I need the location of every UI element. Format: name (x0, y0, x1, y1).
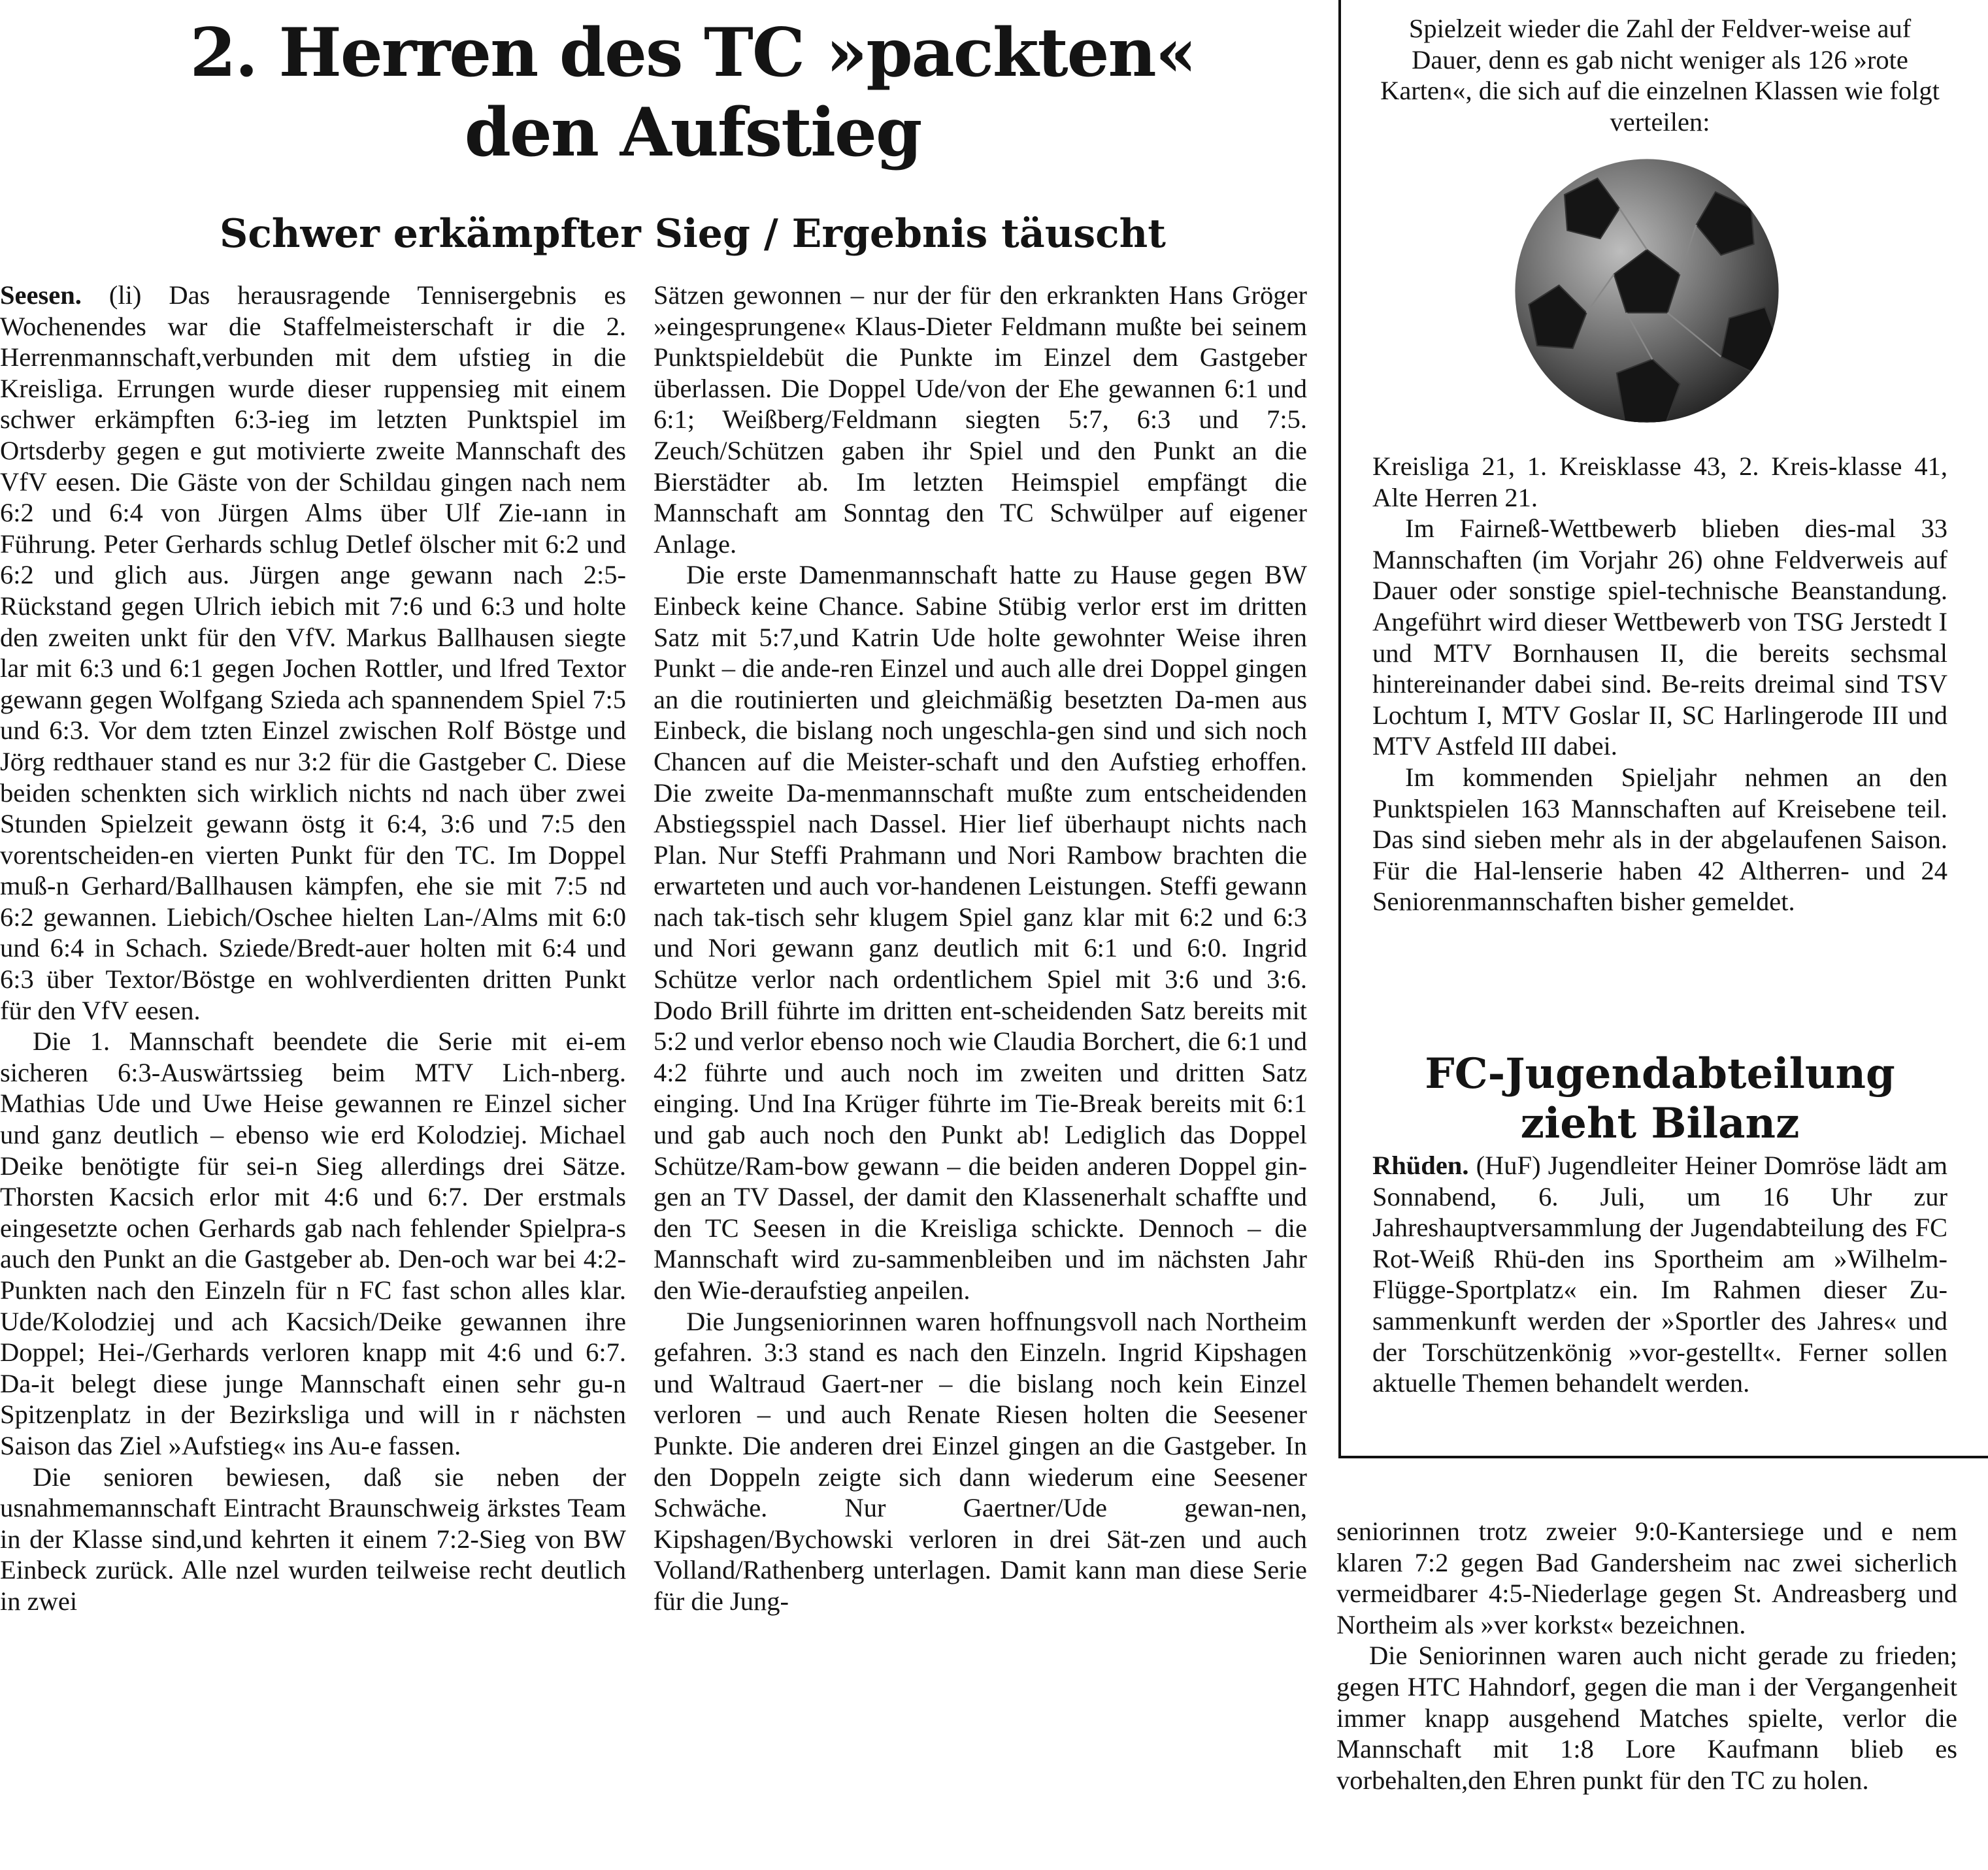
paragraph: Im kommenden Spieljahr nehmen an den Punktspielen 163 Mannschaften auf Kreisebene teil. Das sind sieben mehr als in der abgelaufenen Saison. Für die Hal-lenserie haben 42 Altherren- und 24 Seniorenmannschaften bisher gemeldet. (1372, 762, 1947, 917)
paragraph: Die Jungseniorinnen waren hoffnungsvoll nach Northeim gefahren. 3:3 stand es nach den Einzeln. Ingrid Kipshagen und Waltraud Gaert-ner – die bislang noch kein Einzel verloren – und auch Renate Riesen holten die Seesener Punkte. Die anderen drei Einzel gingen an die Gastgeber. In den Doppeln zeigte sich dann wiederum eine Seesener Schwäche. Nur Gaertner/Ude gewan-nen, Kipshagen/Bychowski verloren in drei Sät-zen und auch Volland/Rathenberg unterlagen. Damit kann man diese Serie für die Jung- (654, 1306, 1307, 1616)
paragraph-text: (HuF) Jugendleiter Heiner Domröse lädt am Sonnabend, 6. Juli, um 16 Uhr zur Jahreshauptversammlung der Jugendabteilung des FC Rot-Weiß Rhü-den ins Sportheim am »Wilhelm-Flügge-Sportplatz« ein. Im Rahmen dieser Zu-sammenkunft werden der »Sportler des Jahres« und der Torschützenkönig »vor-gestellt«. Ferner sollen aktuelle Themen behandelt werden. (1372, 1151, 1947, 1398)
article-subheadline: Schwer erkämpfter Sieg / Ergebnis täuscht (220, 211, 1166, 257)
paragraph: Spielzeit wieder die Zahl der Feldver-weise auf Dauer, denn es gab nicht weniger als 126 »rote Karten«, die sich auf die einzelnen Klassen wie folgt verteilen: (1380, 14, 1940, 137)
paragraph: Die senioren bewiesen, daß sie neben der usnahmemannschaft Eintracht Braunschweig ärkstes Team in der Klasse sind,und kehrten it einem 7:2-Sieg von BW Einbeck zurück. Alle nzel wurden teilweise recht deutlich in zwei (0, 1462, 626, 1616)
sidebar-jugend-text (1372, 1150, 1947, 1457)
dateline: Seesen. (0, 280, 82, 310)
paragraph: Die 1. Mannschaft beendete die Serie mit ei-em sicheren 6:3-Auswärtssieg beim MTV Lich-nberg. Mathias Ude und Uwe Heise gewannen re Einzel sicher und ganz deutlich – ebenso wie erd Kolodziej. Michael Deike benötigte für sei-n Sieg allerdings drei Sätze. Thorsten Kacsich erlor mit 4:6 und 6:7. Der erstmals eingesetzte ochen Gerhards gab nach fehlender Spielpra-s auch den Punkt an die Gastgeber ab. Den-och war bei 4:2-Punkten nach den Einzeln für n FC fast schon alles klar. Ude/Kolodziej und ach Kacsich/Deike gewannen ihre Doppel; Hei-/Gerhards verloren knapp mit 4:6 und 6:7. Da-it belegt diese junge Mannschaft einen sehr gu-n Spitzenplatz in der Bezirksliga und will in r nächsten Saison das Ziel »Aufstieg« ins Au-e fassen. (0, 1026, 626, 1460)
sidebar-headline (1372, 1049, 1947, 1149)
paragraph: Kreisliga 21, 1. Kreisklasse 43, 2. Kreis-klasse 41, Alte Herren 21. (1372, 451, 1947, 512)
sidebar-body (1372, 451, 1947, 1039)
article-column-1 (0, 280, 626, 1861)
paragraph: Die Seniorinnen waren auch nicht gerade zu frieden; gegen HTC Hahndorf, gegen die man i der Vergangenheit immer knapp ausgehend Matches spielte, verlor die Mannschaft mit 1:8 Lore Kaufmann blieb es vorbehalten,den Ehren punkt für den TC zu holen. (1336, 1641, 1957, 1795)
soccer-ball-image (1510, 154, 1784, 428)
dateline: Rhüden. (1372, 1151, 1469, 1180)
headline-line-1: 2. Herren des TC »packten« (190, 14, 1196, 92)
paragraph: Sätzen gewonnen – nur der für den erkrankten Hans Gröger »eingesprungene« Klaus-Dieter Feldmann mußte bei seinem Punktspieldebüt die Punkte im Einzel dem Gastgeber überlassen. Die Doppel Ude/von der Ehe gewannen 6:1 und 6:1; Weißberg/Feldmann siegten 5:7, 6:3 und 7:5. Zeuch/Schützen gaben ihr Spiel und den Punkt an die Bierstädter ab. Im letzten Heimspiel empfängt die Mannschaft am Sonntag den TC Schwülper auf eigener Anlage. (654, 280, 1307, 559)
sidebar-top-text (1372, 13, 1947, 137)
paragraph (1372, 1150, 1947, 1399)
paragraph (0, 280, 626, 1026)
sidebar-headline-line-1: FC-Jugendabteilung (1425, 1049, 1895, 1098)
headline-line-2: den Aufstieg (464, 93, 921, 172)
sidebar-headline-line-2: zieht Bilanz (1520, 1099, 1800, 1148)
paragraph: Im Fairneß-Wettbewerb blieben dies-mal 33 Mannschaften (im Vorjahr 26) ohne Feldverweis auf Dauer oder sonstige spiel-technische Beanstandung. Angeführt wird dieser Wettbewerb von TSG Jerstedt I und MTV Bornhausen II, die bereits sechsmal hintereinander dabei sind. Be-reits dreimal sind TSV Lochtum I, MTV Goslar II, SC Harlingerode III und MTV Astfeld III dabei. (1372, 514, 1947, 761)
article-column-2 (654, 280, 1307, 1861)
article-headline (98, 13, 1287, 172)
paragraph: seniorinnen trotz zweier 9:0-Kantersiege und e nem klaren 7:2 gegen Bad Gandersheim nac zwei sicherlich vermeidbarer 4:5-Niederlage gegen St. Andreasberg und Northeim als »ver korkst« bezeichnen. (1336, 1517, 1957, 1639)
article-column-3-continuation (1336, 1516, 1957, 1862)
paragraph: Die erste Damenmannschaft hatte zu Hause gegen BW Einbeck keine Chance. Sabine Stübig verlor erst im dritten Satz mit 5:7,und Katrin Ude holte gewohnter Weise ihren Punkt – die ande-ren Einzel und auch alle drei Doppel gingen an die routinierten und gleichmäßig besetzten Da-men aus Einbeck, die bislang noch ungeschla-gen sind und sich noch Chancen auf die Meister-schaft und den Aufstieg erhoffen. Die zweite Da-menmannschaft mußte zum entscheidenden Abstiegsspiel nach Dassel. Hier lief überhaupt nichts nach Plan. Nur Steffi Prahmann und Nori Rambow brachten die erwarteten und auch vor-handenen Leistungen. Steffi gewann nach tak-tisch sehr klugem Spiel ganz klar mit 6:2 und 6:3 und Nori gewann ganz deutlich mit 6:1 und 6:0. Ingrid Schütze verlor nach ordentlichem Spiel mit 3:6 und 3:6. Dodo Brill führte im dritten ent-scheidenden Satz bereits mit 5:2 und verlor ebenso noch wie Claudia Borchert, die 6:1 und 4:2 führte und auch noch im zweiten und dritten Satz einging. Und Ina Krüger führte im Tie-Break bereits mit 6:1 und gab auch noch den Punkt ab! Lediglich das Doppel Schütze/Ram-bow gewann – die beiden anderen Doppel gin-gen an TV Dassel, der damit den Klassenerhalt schaffte und den TC Seesen in die Kreisliga schickte. Dennoch – die Mannschaft wird zu-sammenbleiben und im nächsten Jahr den Wie-deraufstieg anpeilen. (654, 560, 1307, 1305)
paragraph-text: (li) Das herausragende Tennisergebnis es Wochenendes war die Staffelmeisterschaft ir die 2. Herrenmannschaft,verbunden mit dem ufstieg in die Kreisliga. Errungen wurde dieser ruppensieg mit einem schwer erkämpften 6:3-ieg im letzten Punktspiel im Ortsderby gegen e gut motivierte zweite Mannschaft des VfV eesen. Die Gäste von der Schildau gingen nach nem 6:2 und 6:4 von Jürgen Alms über Ulf Zie-ıann in Führung. Peter Gerhards schlug Detlef ölscher mit 6:2 und 6:2 und glich aus. Jürgen ange gewann nach 2:5-Rückstand gegen Ulrich iebich mit 7:6 und 6:3 und holte den zweiten unkt für den VfV. Markus Ballhausen siegte lar mit 6:3 und 6:1 gegen Jochen Rottler, und lfred Textor gewann gegen Wolfgang Szieda ach spannendem Spiel 7:5 und 6:3. Vor dem tzten Einzel zwischen Rolf Böstge und Jörg redthauer stand es nur 3:2 für die Gastgeber C. Diese beiden schenkten sich wirklich nichts nd nach über zwei Stunden Spielzeit gewann östg it 6:4, 3:6 und 7:5 den vorentscheiden-en vierten Punkt für den TC. Im Doppel muß-n Gerhard/Ballhausen kämpfen, ehe sie mit 7:5 nd 6:2 gewannen. Liebich/Oschee hielten Lan-/Alms mit 6:0 und 6:4 in Schach. Sziede/Bredt-auer holten mit 6:4 und 6:3 über Textor/Böstge en wohlverdienten dritten Punkt für den VfV eesen. (0, 280, 626, 1025)
